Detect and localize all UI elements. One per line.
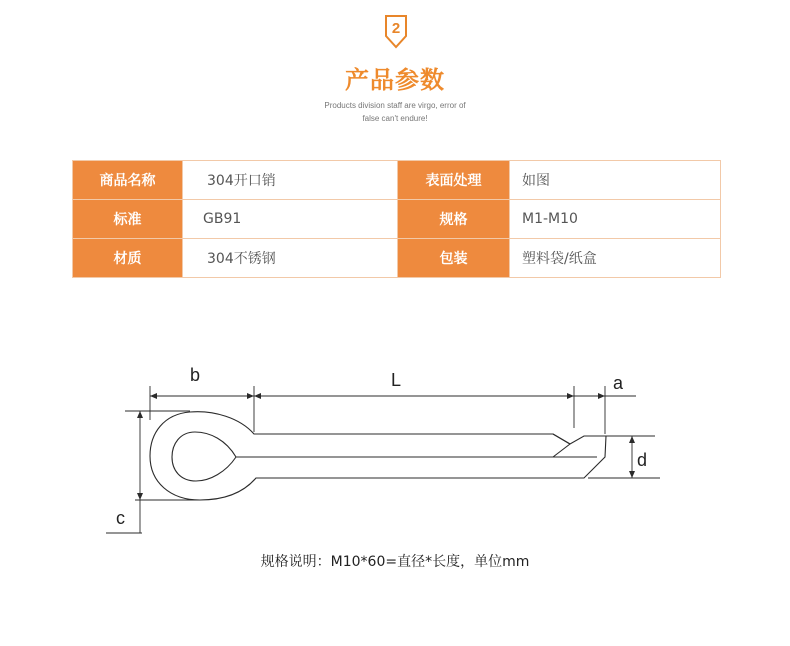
cotter-pin-drawing (0, 300, 790, 540)
pin-outline-upper (150, 412, 606, 500)
dim-label-d: d (637, 450, 648, 470)
dim-label-L: L (391, 370, 402, 390)
param-value-name: 304开口销 (183, 161, 398, 200)
section-number-badge (384, 14, 408, 50)
param-label-name: 商品名称 (73, 161, 183, 200)
param-label-material: 材质 (73, 239, 183, 278)
table-row (73, 200, 721, 239)
table-row (73, 239, 721, 278)
param-label-standard: 标准 (73, 200, 183, 239)
pin-eye-inner (172, 432, 236, 481)
param-label-packaging: 包装 (398, 239, 510, 278)
section-subtitle (290, 99, 500, 125)
dim-label-a: a (613, 373, 624, 393)
pin-tip-line (553, 434, 570, 444)
param-value-packaging: 塑料袋/纸盒 (510, 239, 721, 278)
dim-label-b: b (190, 365, 201, 385)
table-row (73, 161, 721, 200)
param-value-standard: GB91 (183, 200, 398, 239)
product-params-table (72, 160, 721, 278)
param-value-surface: 如图 (510, 161, 721, 200)
spec-caption: 规格说明：M10*60=直径*长度，单位mm (260, 554, 530, 570)
pin-tip-line-2 (553, 444, 570, 457)
param-value-spec: M1-M10 (510, 200, 721, 239)
param-label-surface: 表面处理 (398, 161, 510, 200)
param-label-spec: 规格 (398, 200, 510, 239)
badge-number: 2 (391, 20, 401, 37)
param-value-material: 304不锈钢 (183, 239, 398, 278)
subtitle-line-1: Products division staff are virgo, error of (324, 101, 466, 110)
dim-label-c: c (116, 508, 125, 528)
subtitle-line-2: false can't endure! (362, 114, 428, 123)
section-title: 产品参数 (345, 66, 445, 94)
